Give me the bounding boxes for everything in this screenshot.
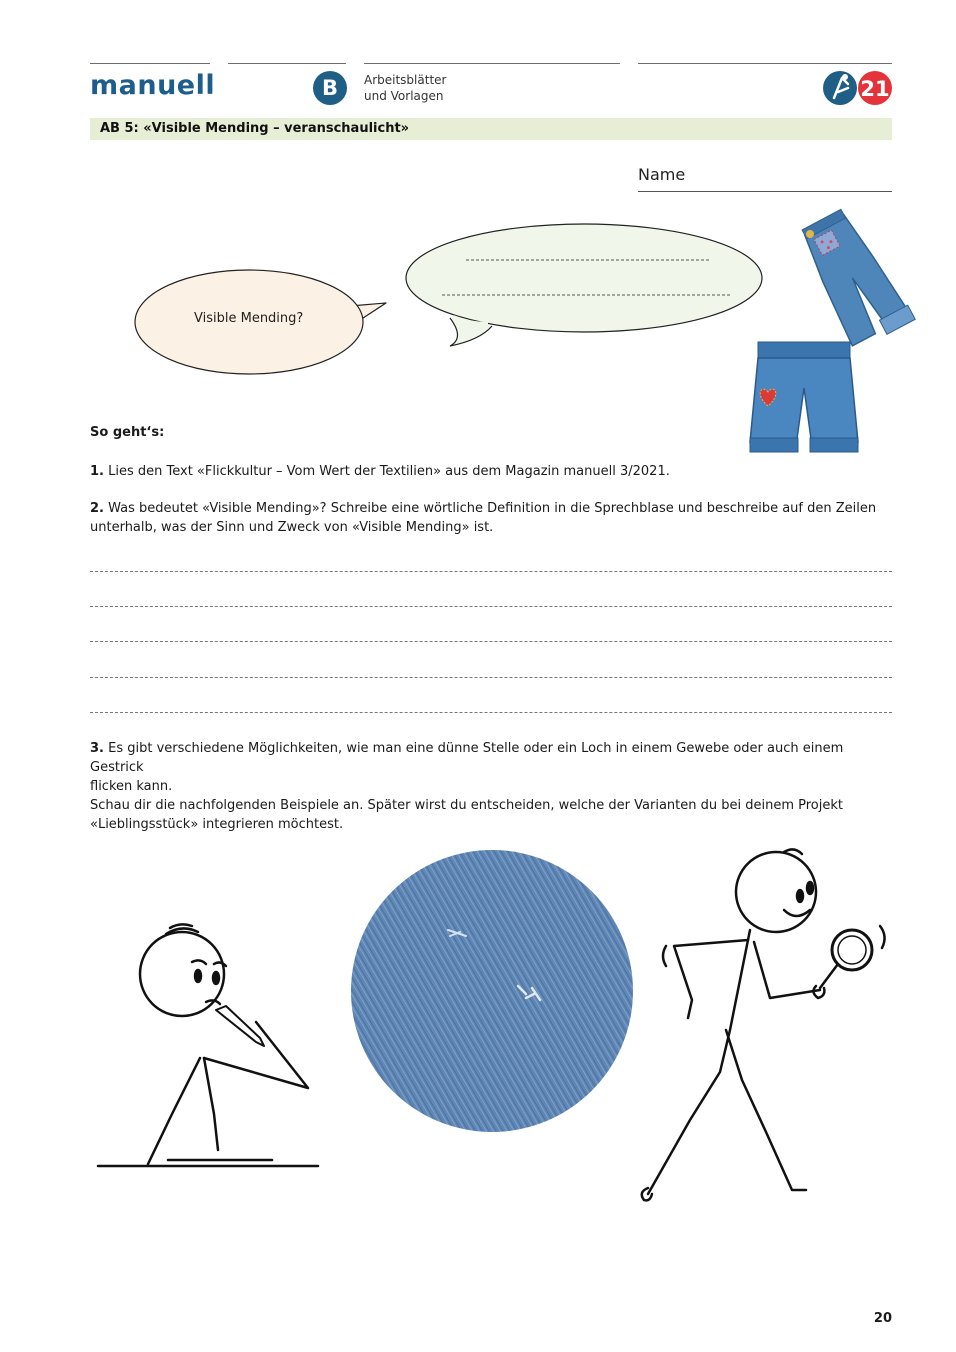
lp21-number: 21 [860, 77, 890, 101]
writing-line[interactable] [90, 571, 892, 572]
worksheet-title-bar [90, 118, 892, 140]
header-rule-1 [90, 63, 210, 64]
step-3-line-3: Schau dir die nachfolgenden Beispiele an. Später wirst du entscheiden, welche der Varianten du bei deinem Projekt [90, 798, 843, 813]
step-1-number: 1. [90, 464, 104, 479]
answer-bubble[interactable] [406, 224, 762, 346]
step-2-line-1: Was bedeutet «Visible Mending»? Schreibe eine wörtliche Definition in die Sprechblase und beschreibe auf den Zeilen [103, 501, 877, 516]
step-2-number: 2. [90, 501, 104, 516]
header-rule-2 [228, 63, 346, 64]
name-input-line[interactable] [638, 191, 892, 192]
step-1-text: Lies den Text «Flickkultur – Vom Wert der Textilien» aus dem Magazin manuell 3/2021. [103, 464, 670, 479]
lp21-badge-icon [822, 70, 894, 106]
step-3 [90, 739, 900, 834]
step-2-line-2: unterhalb, was der Sinn und Zweck von «Visible Mending» ist. [90, 520, 494, 535]
writing-line[interactable] [90, 641, 892, 642]
step-3-number: 3. [90, 741, 104, 756]
searching-stick-figure [630, 840, 898, 1206]
step-3-line-2: flicken kann. [90, 779, 173, 794]
patched-shorts-illustration [744, 338, 862, 460]
step-3-line-4: «Lieblingsstück» integrieren möchtest. [90, 817, 344, 832]
step-1 [90, 462, 900, 481]
worn-denim-fabric-sample [350, 848, 634, 1134]
speech-bubbles [120, 220, 780, 390]
thinking-stick-figure [96, 918, 326, 1170]
header-rule-3 [364, 63, 620, 64]
subtitle-line-1: Arbeitsblätter [364, 73, 447, 87]
step-2 [90, 499, 900, 537]
header-subtitle [364, 72, 446, 104]
page-number: 20 [873, 1311, 892, 1326]
manuell-logo: manuell [90, 70, 216, 101]
name-label: Name [638, 165, 686, 184]
worksheet-title: AB 5: «Visible Mending – veranschaulicht» [100, 121, 410, 136]
writing-line[interactable] [90, 712, 892, 713]
patched-jeans-illustration [790, 196, 922, 356]
step-3-line-1: Es gibt verschiedene Möglichkeiten, wie man eine dünne Stelle oder ein Loch in einem Gewebe oder auch einem Gestrick [90, 741, 844, 775]
instructions-heading: So geht‘s: [90, 425, 165, 440]
writing-line[interactable] [90, 606, 892, 607]
section-badge: B [313, 71, 347, 105]
subtitle-line-2: und Vorlagen [364, 89, 444, 103]
question-bubble-text: Visible Mending? [194, 311, 304, 326]
header-rule-4 [638, 63, 892, 64]
writing-line[interactable] [90, 677, 892, 678]
